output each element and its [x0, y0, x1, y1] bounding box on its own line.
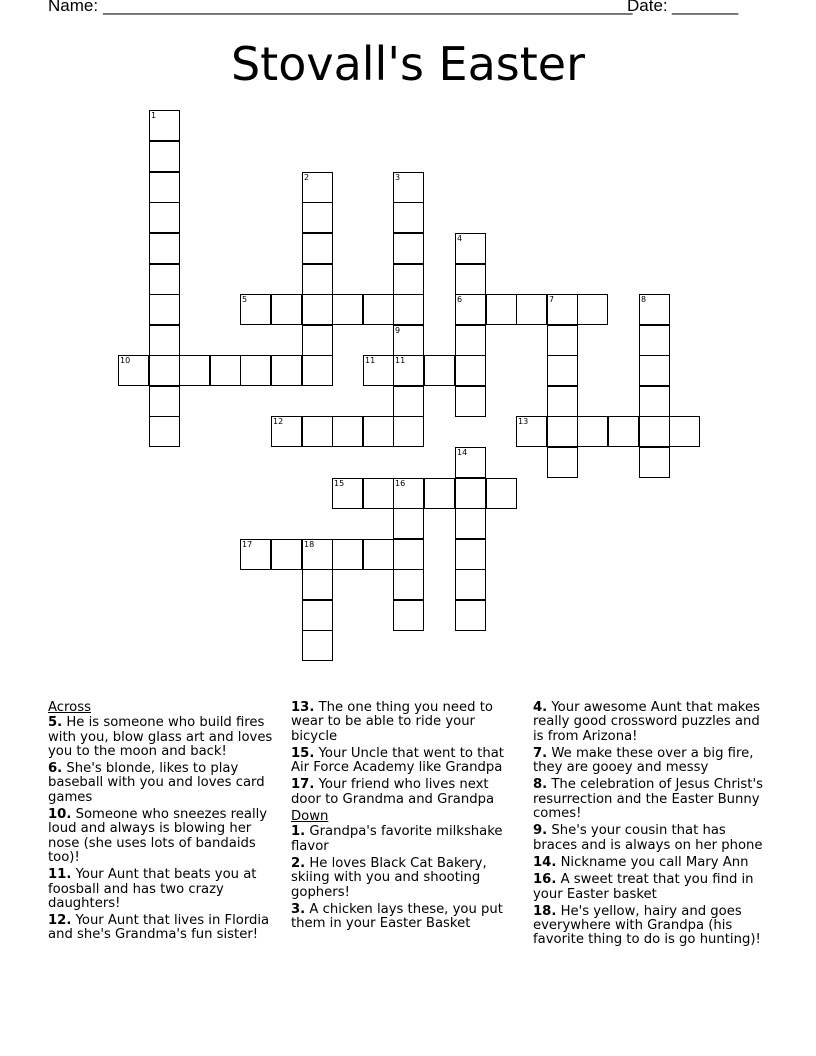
crossword-cell[interactable]	[210, 355, 241, 386]
crossword-cell[interactable]	[393, 386, 424, 417]
crossword-cell[interactable]	[149, 202, 180, 233]
crossword-cell[interactable]	[302, 355, 333, 386]
crossword-cell[interactable]	[639, 294, 670, 325]
clue-item	[291, 825, 516, 854]
crossword-cell[interactable]	[639, 447, 670, 478]
clue-number: 2.	[291, 855, 306, 871]
crossword-cell[interactable]	[547, 294, 578, 325]
name-blank: ________________________________________________________	[103, 0, 633, 15]
crossword-cell[interactable]	[302, 539, 333, 570]
crossword-cell[interactable]	[393, 569, 424, 600]
crossword-cell[interactable]	[547, 447, 578, 478]
crossword-cell[interactable]	[393, 264, 424, 295]
clue-item	[291, 747, 516, 776]
crossword-cell[interactable]	[302, 569, 333, 600]
clue-section-heading: Across	[48, 700, 91, 715]
crossword-cell[interactable]	[516, 416, 547, 447]
crossword-cell[interactable]	[363, 539, 394, 570]
crossword-cell[interactable]	[302, 233, 333, 264]
crossword-cell[interactable]	[271, 416, 302, 447]
crossword-cell[interactable]	[363, 355, 394, 386]
cell-number: 16	[395, 479, 406, 488]
clue-item	[533, 824, 771, 853]
clue-text: The celebration of Jesus Christ's resurrection and the Easter Bunny comes!	[533, 777, 763, 822]
crossword-cell[interactable]	[516, 294, 547, 325]
clue-item	[48, 868, 276, 911]
crossword-cell[interactable]	[393, 233, 424, 264]
crossword-cell[interactable]	[424, 355, 455, 386]
cell-number: 11	[365, 356, 376, 365]
clues-column-3	[533, 701, 771, 951]
crossword-cell[interactable]	[393, 539, 424, 570]
clue-item	[48, 914, 276, 943]
clue-text: He loves Black Cat Bakery, skiing with you and shooting gophers!	[291, 855, 487, 900]
crossword-cell[interactable]	[302, 325, 333, 356]
clue-number: 6.	[48, 761, 63, 777]
clue-number: 14.	[533, 854, 557, 870]
clue-item	[533, 778, 771, 821]
crossword-cell[interactable]	[669, 416, 700, 447]
cell-number: 5	[242, 295, 248, 304]
crossword-cell[interactable]	[149, 141, 180, 172]
clue-item	[291, 903, 516, 932]
cell-number: 3	[395, 173, 401, 182]
crossword-cell[interactable]	[302, 172, 333, 203]
crossword-cell[interactable]	[149, 264, 180, 295]
clue-item	[291, 778, 516, 807]
clue-item	[48, 716, 276, 759]
crossword-cell[interactable]	[455, 447, 486, 478]
crossword-cell[interactable]	[455, 325, 486, 356]
crossword-cell[interactable]	[149, 294, 180, 325]
clue-text: He is someone who build fires with you, blow glass art and loves you to the moon and back!	[48, 715, 273, 759]
crossword-cell[interactable]	[393, 600, 424, 631]
clue-text: The one thing you need to wear to be able to ride your bicycle	[291, 700, 493, 744]
crossword-cell[interactable]	[455, 539, 486, 570]
crossword-cell[interactable]	[639, 325, 670, 356]
clue-text: Your Aunt that beats you at foosball and has two crazy daughters!	[48, 867, 257, 911]
clue-number: 11.	[48, 867, 72, 883]
clue-number: 3.	[291, 901, 306, 917]
cell-number: 18	[304, 540, 315, 549]
clue-item	[48, 808, 276, 865]
clues-column-2	[291, 701, 516, 934]
crossword-cell[interactable]	[455, 233, 486, 264]
clue-item	[533, 856, 771, 870]
date-blank: _______	[672, 0, 739, 15]
crossword-cell[interactable]	[393, 355, 424, 386]
cell-number: 14	[457, 448, 468, 457]
crossword-cell[interactable]	[332, 539, 363, 570]
clue-number: 16.	[533, 872, 557, 888]
clue-number: 13.	[291, 700, 315, 715]
page-title: Stovall's Easter	[230, 37, 586, 91]
crossword-cell[interactable]	[455, 294, 486, 325]
crossword-cell[interactable]	[547, 355, 578, 386]
crossword-cell[interactable]	[393, 325, 424, 356]
date-label: Date:	[627, 0, 668, 15]
crossword-cell[interactable]	[547, 416, 578, 447]
clue-text: Grandpa's favorite milkshake flavor	[291, 824, 503, 854]
clues-column-1	[48, 701, 276, 946]
clue-item	[533, 701, 771, 744]
cell-number: 15	[334, 479, 345, 488]
crossword-cell[interactable]	[179, 355, 210, 386]
crossword-cell[interactable]	[455, 600, 486, 631]
clue-number: 7.	[533, 745, 548, 761]
clue-text: She's blonde, likes to play baseball with you and loves card games	[48, 761, 265, 805]
clue-number: 9.	[533, 823, 548, 839]
crossword-cell[interactable]	[332, 294, 363, 325]
crossword-cell[interactable]	[240, 539, 271, 570]
crossword-cell[interactable]	[639, 416, 670, 447]
crossword-cell[interactable]	[547, 325, 578, 356]
clue-number: 5.	[48, 715, 63, 731]
crossword-cell[interactable]	[271, 539, 302, 570]
clue-number: 1.	[291, 824, 306, 840]
cell-number: 6	[457, 295, 463, 304]
clue-item	[533, 747, 771, 776]
clue-item	[291, 701, 516, 744]
crossword-cell[interactable]	[577, 416, 608, 447]
crossword-cell[interactable]	[271, 355, 302, 386]
clue-number: 12.	[48, 913, 72, 929]
crossword-cell[interactable]	[240, 355, 271, 386]
crossword-cell[interactable]	[302, 600, 333, 631]
crossword-cell[interactable]	[118, 355, 149, 386]
clue-text: Your Uncle that went to that Air Force Academy like Grandpa	[291, 745, 504, 776]
crossword-cell[interactable]	[240, 294, 271, 325]
clue-text: Your friend who lives next door to Grandma and Grandpa	[291, 777, 495, 807]
cell-number: 2	[304, 173, 310, 182]
crossword-cell[interactable]	[547, 386, 578, 417]
cell-number: 11	[395, 356, 406, 365]
clue-number: 8.	[533, 777, 548, 793]
crossword-cell[interactable]	[393, 508, 424, 539]
crossword-cell[interactable]	[302, 630, 333, 661]
crossword-cell[interactable]	[393, 478, 424, 509]
cell-number: 4	[457, 234, 463, 243]
crossword-cell[interactable]	[332, 478, 363, 509]
crossword-cell[interactable]	[393, 172, 424, 203]
crossword-cell[interactable]	[302, 202, 333, 233]
crossword-cell[interactable]	[332, 416, 363, 447]
crossword-cell[interactable]	[424, 478, 455, 509]
crossword-cell[interactable]	[363, 478, 394, 509]
cell-number: 1	[151, 111, 157, 120]
clue-number: 15.	[291, 745, 315, 761]
clue-item	[533, 873, 771, 902]
crossword-cell[interactable]	[455, 508, 486, 539]
crossword-cell[interactable]	[149, 172, 180, 203]
crossword-cell[interactable]	[486, 294, 517, 325]
clue-number: 10.	[48, 807, 72, 823]
crossword-cell[interactable]	[149, 355, 180, 386]
crossword-cell[interactable]	[639, 355, 670, 386]
cell-number: 8	[641, 295, 647, 304]
crossword-cell[interactable]	[302, 294, 333, 325]
crossword-cell[interactable]	[271, 294, 302, 325]
clue-text: Your awesome Aunt that makes really good crossword puzzles and is from Arizona!	[533, 700, 760, 744]
clue-text: She's your cousin that has braces and is always on her phone	[533, 823, 763, 853]
clue-text: A sweet treat that you find in your Easter basket	[533, 872, 754, 902]
name-label: Name:	[48, 0, 99, 15]
clue-text: Someone who sneezes really loud and always is blowing her nose (she uses lots of bandaids too)!	[48, 807, 268, 865]
crossword-cell[interactable]	[149, 110, 180, 141]
crossword-cell[interactable]	[577, 294, 608, 325]
clue-number: 18.	[533, 903, 557, 919]
crossword-cell[interactable]	[639, 386, 670, 417]
clue-section-heading: Down	[291, 809, 329, 825]
crossword-cell[interactable]	[486, 478, 517, 509]
crossword-cell[interactable]	[302, 264, 333, 295]
crossword-cell[interactable]	[455, 386, 486, 417]
clue-text: We make these over a big fire, they are gooey and messy	[533, 745, 754, 776]
crossword-cell[interactable]	[363, 294, 394, 325]
clue-text: Your Aunt that lives in Flordia and she's Grandma's fun sister!	[48, 913, 270, 943]
crossword-cell[interactable]	[455, 264, 486, 295]
cell-number: 7	[549, 295, 555, 304]
clue-item	[291, 857, 516, 900]
crossword-cell[interactable]	[149, 386, 180, 417]
crossword-cell[interactable]	[455, 478, 486, 509]
crossword-cell[interactable]	[363, 416, 394, 447]
cell-number: 9	[395, 326, 401, 335]
cell-number: 10	[120, 356, 131, 365]
cell-number: 13	[518, 417, 529, 426]
crossword-cell[interactable]	[608, 416, 639, 447]
crossword-cell[interactable]	[393, 294, 424, 325]
clue-item	[533, 905, 771, 948]
crossword-cell[interactable]	[393, 416, 424, 447]
clue-text: Nickname you call Mary Ann	[556, 854, 749, 870]
crossword-cell[interactable]	[455, 569, 486, 600]
crossword-cell[interactable]	[149, 233, 180, 264]
clue-text: A chicken lays these, you put them in your Easter Basket	[291, 901, 503, 932]
clue-text: He's yellow, hairy and goes everywhere with Grandpa (his favorite thing to do is go hunting)!	[533, 903, 761, 948]
crossword-cell[interactable]	[149, 416, 180, 447]
cell-number: 17	[242, 540, 253, 549]
clue-number: 4.	[533, 700, 548, 715]
crossword-cell[interactable]	[393, 202, 424, 233]
clue-number: 17.	[291, 777, 315, 793]
crossword-cell[interactable]	[149, 325, 180, 356]
crossword-cell[interactable]	[455, 355, 486, 386]
crossword-cell[interactable]	[302, 416, 333, 447]
clue-item	[48, 762, 276, 805]
cell-number: 12	[273, 417, 284, 426]
